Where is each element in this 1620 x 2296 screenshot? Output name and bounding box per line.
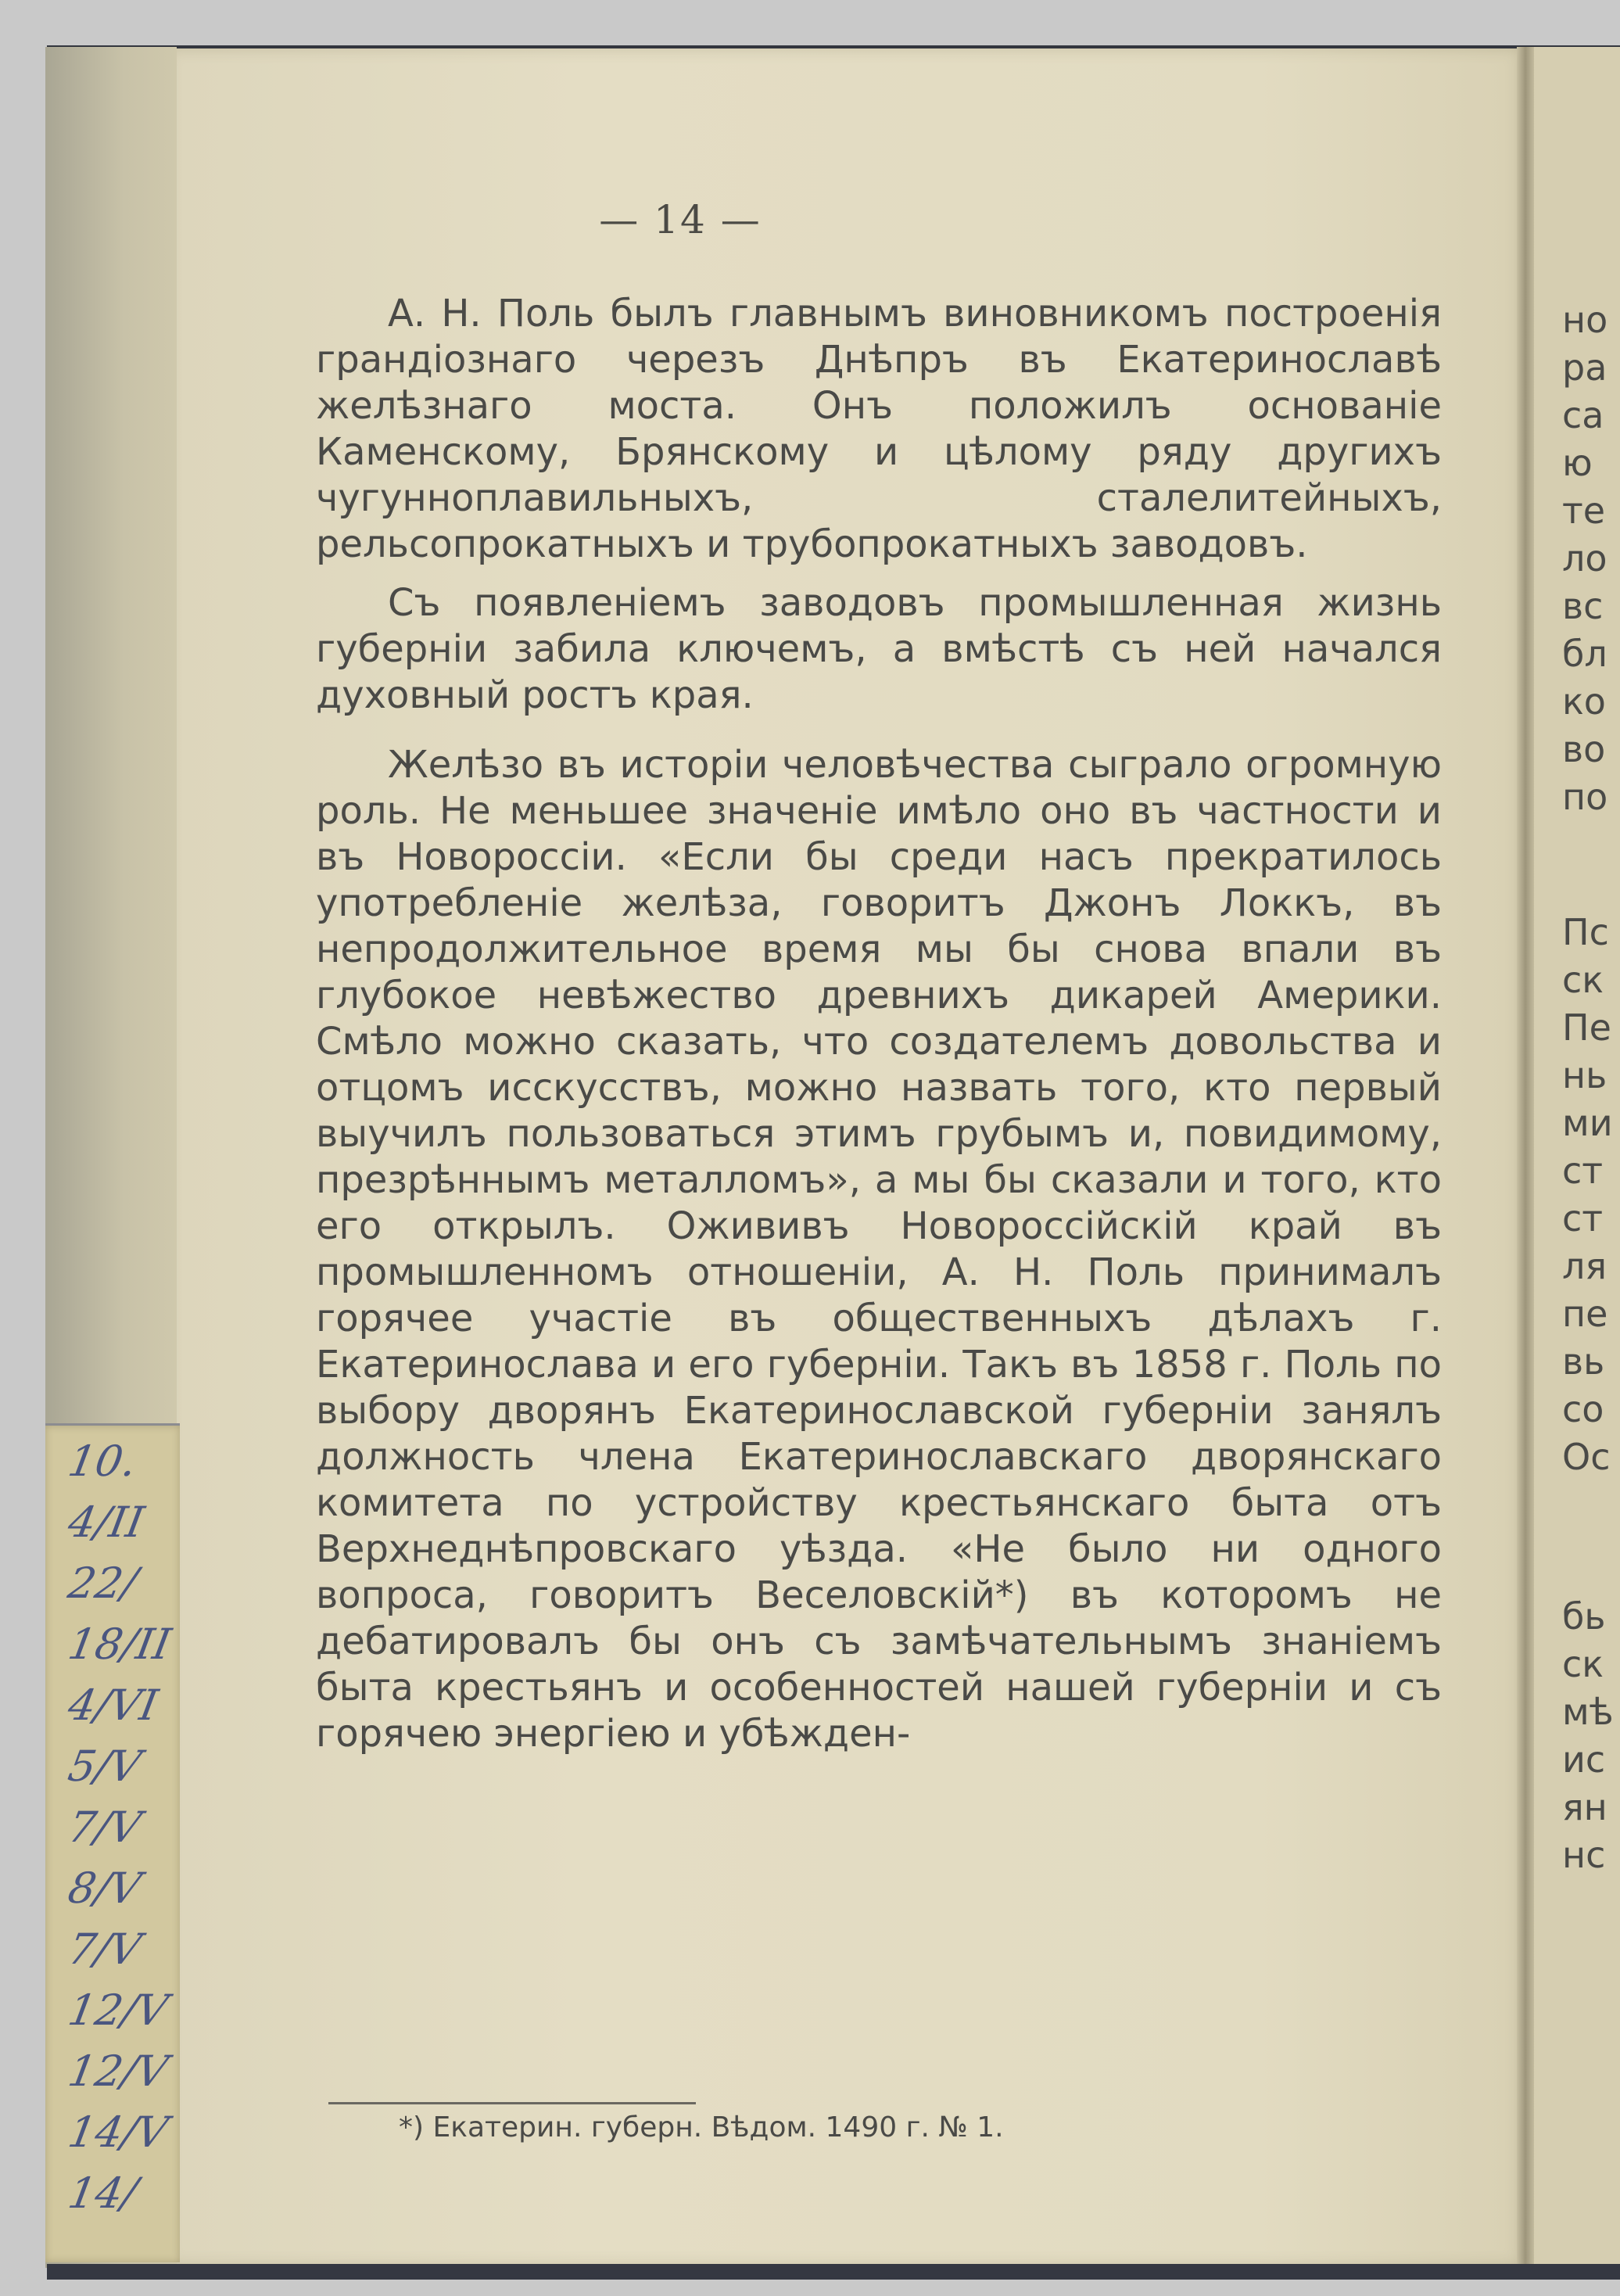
bottom-scan-band xyxy=(47,2264,1620,2280)
next-page-line: пе xyxy=(1562,1293,1608,1335)
next-page-fragment xyxy=(1534,47,1620,2266)
next-page-line: вь xyxy=(1562,1340,1605,1383)
next-page-line: Пс xyxy=(1562,911,1609,953)
paragraph: Съ появленіемъ заводовъ промышленная жизнь губерніи забила ключемъ, а вмѣстѣ съ ней начался духовный ростъ края. xyxy=(316,581,1442,717)
next-page-line: ск xyxy=(1562,959,1604,1001)
next-page-line: са xyxy=(1562,394,1604,436)
next-page-line: вс xyxy=(1562,585,1604,627)
next-page-line: ко xyxy=(1562,680,1606,723)
handwritten-date: 5/V xyxy=(64,1742,145,1791)
handwritten-date: 4/II xyxy=(64,1498,148,1547)
next-page-line: во xyxy=(1562,728,1606,770)
next-page-line: ст xyxy=(1562,1197,1604,1239)
footnote-divider xyxy=(328,2102,696,2104)
handwritten-date: 18/II xyxy=(64,1620,175,1669)
handwritten-date: 8/V xyxy=(64,1864,145,1913)
next-page-line: но xyxy=(1562,299,1608,341)
footnote: *) Екатерин. губерн. Вѣдом. 1490 г. № 1. xyxy=(399,2111,1004,2144)
next-page-line: ю xyxy=(1562,442,1593,484)
handwritten-date: 22/ xyxy=(64,1559,142,1608)
next-page-line: со xyxy=(1562,1388,1604,1430)
book-gutter xyxy=(1517,47,1534,2268)
next-page-line: мѣ xyxy=(1562,1691,1614,1733)
next-page-line: нс xyxy=(1562,1834,1606,1876)
handwritten-date: 14/ xyxy=(64,2169,142,2218)
next-page-line: бл xyxy=(1562,633,1607,675)
next-page-line: ст xyxy=(1562,1150,1604,1192)
handwritten-date: 10. xyxy=(64,1437,141,1486)
handwritten-date: 7/V xyxy=(64,1803,145,1852)
next-page-line: нь xyxy=(1562,1054,1607,1096)
handwritten-date: 12/V xyxy=(64,2047,172,2096)
handwritten-date: 12/V xyxy=(64,1986,172,2035)
next-page-line: Ос xyxy=(1562,1436,1611,1478)
page-number: — 14 — xyxy=(599,197,762,242)
next-page-line: по xyxy=(1562,776,1608,818)
paragraph: Желѣзо въ исторіи человѣчества сыграло огромную роль. Не меньшее значеніе имѣло оно въ частности и въ Новороссіи. «Если бы среди насъ прекратилось употребленіе желѣза, говоритъ Джонъ Локкъ, въ непродолжительное время мы бы снова впали въ глубокое невѣжество древнихъ дикарей Америки. Смѣло можно сказать, что создателемъ довольства и отцомъ исскусствъ, можно назвать того, кто первый выучилъ пользоваться этимъ грубымъ и, повидимому, презрѣннымъ металломъ», а мы бы сказали и того, кто его открылъ. Ожививъ Новороссійскій край въ промышленномъ отношеніи, А. Н. Поль принималъ горячее участіе въ общественныхъ дѣлахъ г. Екатеринослава и его губерніи. Такъ въ 1858 г. Поль по выбору дворянъ Екатеринославской губерніи занялъ должность члена Екатеринославскаго дворянскаго комитета по устройству крестьянскаго быта отъ Верхнеднѣпровскаго уѣзда. «Не было ни одного вопроса, говоритъ Веселовскій*) въ которомъ не дебатировалъ бы онъ съ замѣчательнымъ знаніемъ быта крестьянъ и особенностей нашей губерніи и съ горячею энергіею и убѣжден- xyxy=(316,743,1442,1756)
next-page-line: ля xyxy=(1562,1245,1607,1287)
next-page-line: ян xyxy=(1562,1786,1607,1828)
next-page-line: ис xyxy=(1562,1738,1606,1781)
next-page-line: ра xyxy=(1562,346,1607,389)
handwritten-date: 7/V xyxy=(64,1925,145,1974)
next-page-line: Пе xyxy=(1562,1006,1611,1049)
next-page-line: ло xyxy=(1562,537,1607,579)
handwritten-date: 4/VI xyxy=(64,1681,162,1730)
paragraph: А. Н. Поль былъ главнымъ виновникомъ построенія грандіознаго черезъ Днѣпръ въ Екатеринославѣ желѣзнаго моста. Онъ положилъ основаніе Каменскому, Брянскому и цѣлому ряду другихъ чугунноплавильныхъ, сталелитейныхъ, рельсопрокатныхъ и трубопрокатныхъ заводовъ. xyxy=(316,292,1442,566)
next-page-line: ми xyxy=(1562,1102,1613,1144)
handwritten-date: 14/V xyxy=(64,2108,172,2157)
next-page-line: бь xyxy=(1562,1595,1606,1638)
next-page-line: ск xyxy=(1562,1643,1604,1685)
page-text xyxy=(316,291,1442,1757)
handwritten-dates xyxy=(64,1431,186,2224)
next-page-line: те xyxy=(1562,490,1606,532)
